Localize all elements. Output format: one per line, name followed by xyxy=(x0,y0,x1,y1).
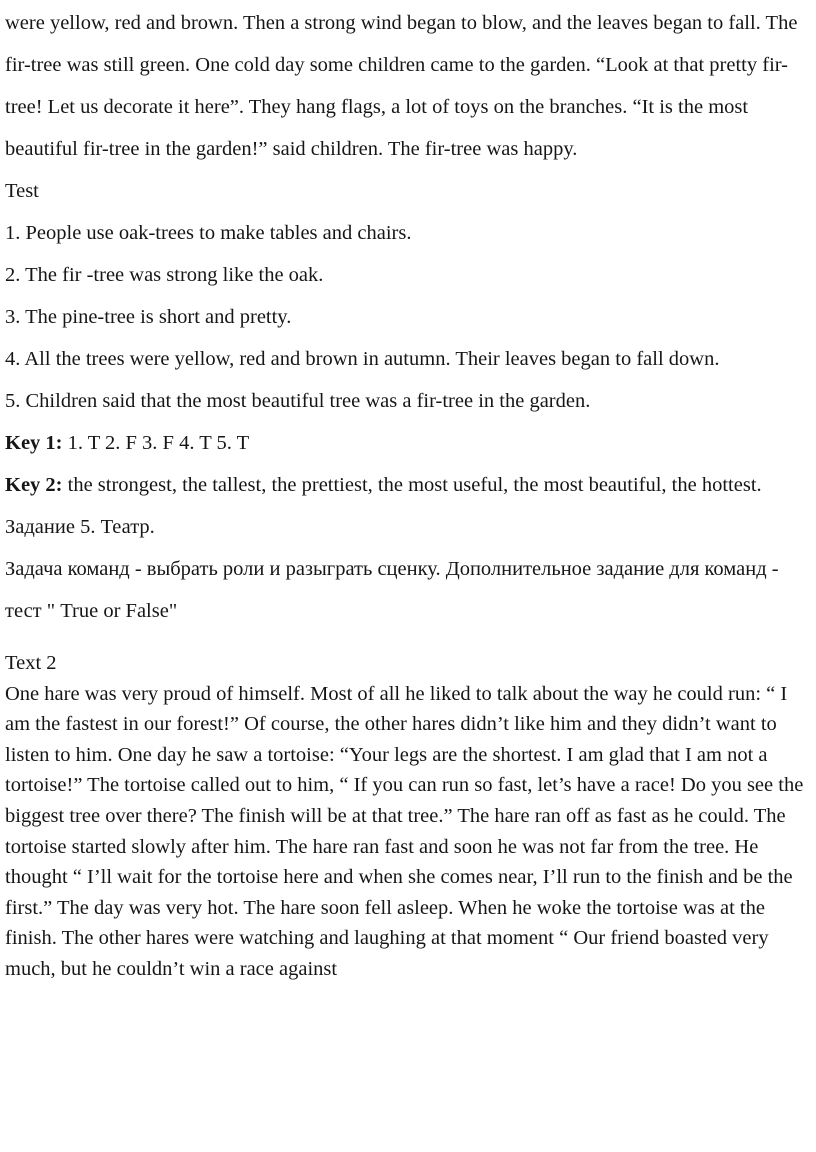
test-item-1: 1. People use oak-trees to make tables and chairs. xyxy=(5,222,412,244)
task-heading: Задание 5. Театр. xyxy=(5,516,155,538)
key1-label: Key 1: xyxy=(5,432,63,454)
key2-label: Key 2: xyxy=(5,474,63,496)
key2-line xyxy=(5,464,804,506)
key1-value: 1. T 2. F 3. F 4. T 5. T xyxy=(67,432,250,454)
test-item-4: 4. All the trees were yellow, red and brown in autumn. Their leaves began to fall down. xyxy=(5,348,720,370)
paragraph-fir-tree-story: were yellow, red and brown. Then a strong wind began to blow, and the leaves began to fall. The fir-tree was still green. One cold day some children came to the garden. “Look at that pretty fir-tree! Let us decorate it here”. They hang flags, a lot of toys on the branches. “It is the most beautiful fir-tree in the garden!” said children. The fir-tree was happy. xyxy=(5,12,798,160)
test-item-3: 3. The pine-tree is short and pretty. xyxy=(5,306,292,328)
text2-heading: Text 2 xyxy=(5,652,57,674)
task-text: Задача команд - выбрать роли и разыграть сценку. Дополнительное задание для команд - тест " True or False" xyxy=(5,558,779,622)
test-item-2: 2. The fir -tree was strong like the oak. xyxy=(5,264,324,286)
test-heading: Test xyxy=(5,180,39,202)
key2-value: the strongest, the tallest, the prettiest, the most useful, the most beautiful, the hottest. xyxy=(67,474,762,496)
paragraph-hare-story: One hare was very proud of himself. Most of all he liked to talk about the way he could run: “ I am the fastest in our forest!” Of course, the other hares didn’t like him and they didn’t want to listen to him. One day he saw a tortoise: “Your legs are the shortest. I am glad that I am not a tortoise!” The tortoise called out to him, “ If you can run so fast, let’s have a race! Do you see the biggest tree over there? The finish will be at that tree.” The hare ran off as fast as he could. The tortoise started slowly after him. The hare ran fast and soon he was not far from the tree. He thought “ I’ll wait for the tortoise here and when she comes near, I’ll run to the finish and be the first.” The day was very hot. The hare soon fell asleep. When he woke the tortoise was at the finish. The other hares were watching and laughing at that moment “ Our friend boasted very much, but he couldn’t win a race against xyxy=(5,682,804,980)
test-item-5: 5. Children said that the most beautiful tree was a fir-tree in the garden. xyxy=(5,390,591,412)
key1-line xyxy=(5,422,804,464)
